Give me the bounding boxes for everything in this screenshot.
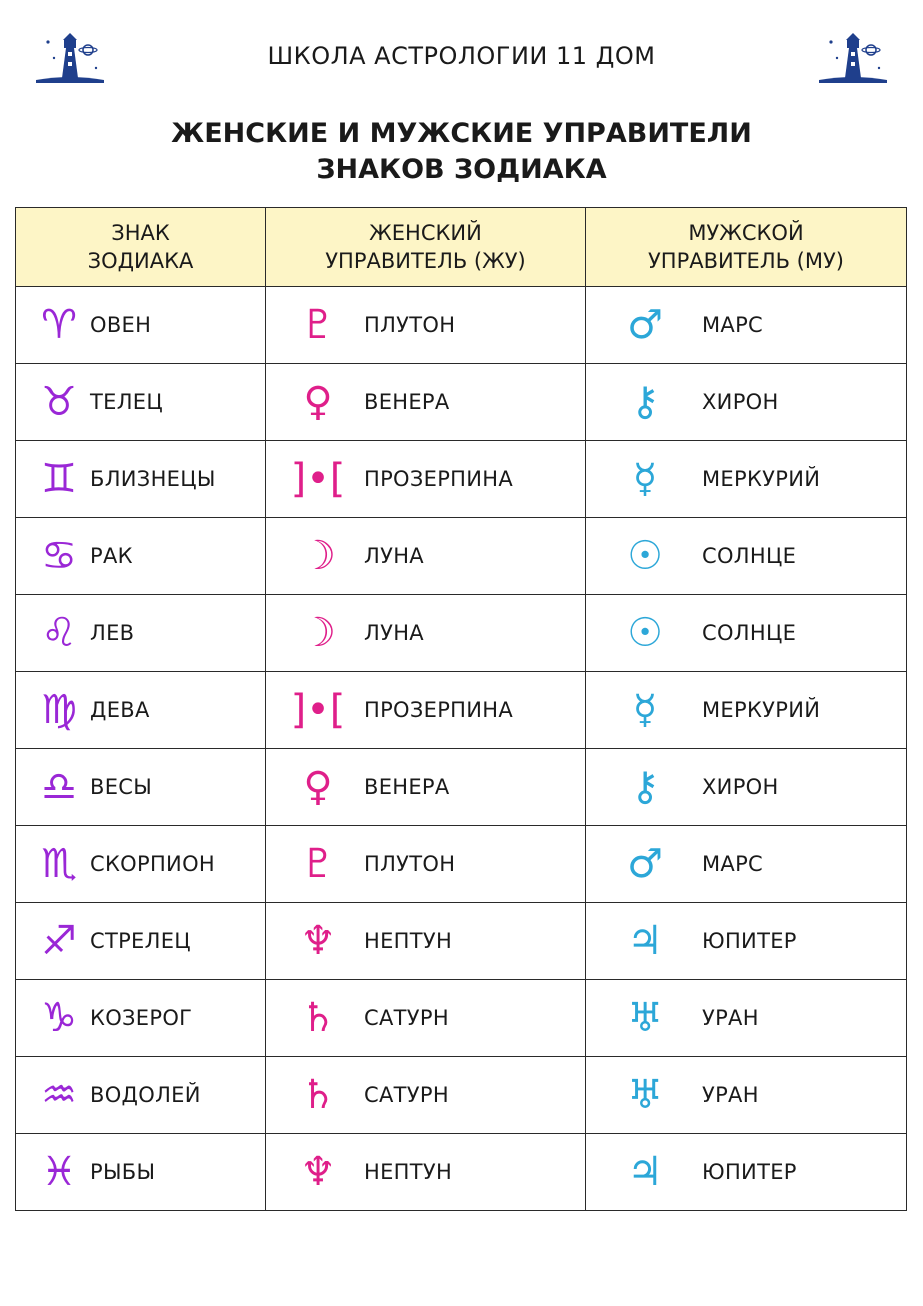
female-ruler-cell [266,980,586,1057]
male-ruler-symbol-icon: ☿ [632,456,658,502]
male-ruler-name: ЮПИТЕР [702,1160,797,1184]
male-ruler-name: МАРС [702,313,764,337]
male-ruler-name: ХИРОН [702,775,779,799]
zodiac-sign-symbol-icon: ♒ [41,1072,77,1118]
column-header-male: МУЖСКОЙ УПРАВИТЕЛЬ (МУ) [586,208,907,287]
female-ruler-name: ЛУНА [364,544,424,568]
female-ruler-symbol-icon: ♀ [303,379,333,425]
male-ruler-symbol-icon: ☿ [632,687,658,733]
female-ruler-symbol-icon: ♄ [300,995,336,1041]
table-row [16,595,907,672]
female-ruler-symbol-icon: ☽ [300,533,336,579]
female-ruler-symbol-icon: ☽ [300,610,336,656]
zodiac-sign-cell [16,749,266,826]
male-ruler-name: УРАН [702,1083,759,1107]
table-row [16,826,907,903]
zodiac-sign-name: ВОДОЛЕЙ [90,1083,201,1107]
page-title-line2: ЗНАКОВ ЗОДИАКА [316,154,607,185]
female-ruler-symbol-icon: ♇ [300,302,336,348]
zodiac-sign-name: ТЕЛЕЦ [90,390,163,414]
zodiac-sign-symbol-icon: ♓ [41,1149,77,1195]
zodiac-sign-cell [16,826,266,903]
zodiac-sign-symbol-icon: ♈ [41,302,77,348]
zodiac-sign-cell [16,980,266,1057]
female-ruler-cell [266,826,586,903]
zodiac-sign-symbol-icon: ♌ [41,610,77,656]
table-row [16,1134,907,1211]
male-ruler-name: СОЛНЦЕ [702,621,797,645]
female-ruler-name: НЕПТУН [364,929,453,953]
female-ruler-cell [266,1134,586,1211]
table-row [16,903,907,980]
female-ruler-cell [266,595,586,672]
female-ruler-cell [266,364,586,441]
zodiac-sign-name: ОВЕН [90,313,152,337]
female-ruler-name: САТУРН [364,1083,449,1107]
zodiac-sign-symbol-icon: ♍ [41,687,77,733]
male-ruler-name: ХИРОН [702,390,779,414]
male-ruler-symbol-icon: ♂ [627,841,663,887]
female-ruler-cell [266,518,586,595]
female-ruler-cell [266,672,586,749]
female-ruler-cell [266,749,586,826]
male-ruler-symbol-icon: ♃ [627,918,663,964]
zodiac-sign-cell [16,1134,266,1211]
female-ruler-name: ПЛУТОН [364,313,456,337]
table-row [16,749,907,826]
table-row [16,518,907,595]
male-ruler-symbol-icon: ♂ [627,302,663,348]
male-ruler-cell [586,441,907,518]
page-title [0,116,923,188]
zodiac-sign-name: ЛЕВ [90,621,135,645]
table-row [16,287,907,364]
zodiac-sign-cell [16,672,266,749]
female-ruler-symbol-icon: ♄ [300,1072,336,1118]
female-ruler-name: ПРОЗЕРПИНА [364,698,514,722]
male-ruler-symbol-icon: ♅ [627,995,663,1041]
female-ruler-symbol-icon: ]•[ [290,687,346,733]
table-row [16,364,907,441]
table-header-row [16,208,907,287]
male-ruler-cell [586,518,907,595]
male-ruler-cell [586,749,907,826]
column-header-female: ЖЕНСКИЙ УПРАВИТЕЛЬ (ЖУ) [266,208,586,287]
female-ruler-cell [266,903,586,980]
female-ruler-symbol-icon: ♆ [300,918,336,964]
male-ruler-name: ЮПИТЕР [702,929,797,953]
female-ruler-symbol-icon: ♀ [303,764,333,810]
zodiac-sign-name: ДЕВА [90,698,150,722]
table-row [16,441,907,518]
table-row [16,672,907,749]
zodiac-sign-cell [16,441,266,518]
male-ruler-cell [586,364,907,441]
male-ruler-name: МЕРКУРИЙ [702,698,821,722]
female-ruler-symbol-icon: ]•[ [290,456,346,502]
male-ruler-name: СОЛНЦЕ [702,544,797,568]
male-ruler-cell [586,672,907,749]
male-ruler-symbol-icon: ♅ [627,1072,663,1118]
male-ruler-symbol-icon: ⚷ [630,764,660,810]
female-ruler-name: ПРОЗЕРПИНА [364,467,514,491]
zodiac-sign-symbol-icon: ♐ [41,918,77,964]
school-name: ШКОЛА АСТРОЛОГИИ 11 ДОМ [267,42,656,70]
female-ruler-name: ПЛУТОН [364,852,456,876]
column-header-sign: ЗНАК ЗОДИАКА [16,208,266,287]
male-ruler-cell [586,1134,907,1211]
male-ruler-symbol-icon: ♃ [627,1149,663,1195]
zodiac-sign-symbol-icon: ♎ [41,764,77,810]
zodiac-sign-symbol-icon: ♋ [41,533,77,579]
female-ruler-symbol-icon: ♇ [300,841,336,887]
zodiac-sign-symbol-icon: ♏ [41,841,77,887]
zodiac-sign-name: СКОРПИОН [90,852,215,876]
zodiac-sign-symbol-icon: ♑ [41,995,77,1041]
table-row [16,1057,907,1134]
male-ruler-cell [586,903,907,980]
female-ruler-cell [266,287,586,364]
female-ruler-name: ВЕНЕРА [364,390,450,414]
zodiac-sign-name: РЫБЫ [90,1160,156,1184]
page-title-line1: ЖЕНСКИЕ И МУЖСКИЕ УПРАВИТЕЛИ [171,118,752,149]
zodiac-sign-name: РАК [90,544,133,568]
zodiac-sign-cell [16,518,266,595]
zodiac-rulers-table [15,207,907,1211]
male-ruler-name: УРАН [702,1006,759,1030]
zodiac-sign-symbol-icon: ♊ [41,456,77,502]
zodiac-sign-name: БЛИЗНЕЦЫ [90,467,216,491]
zodiac-sign-cell [16,287,266,364]
female-ruler-cell [266,441,586,518]
male-ruler-cell [586,980,907,1057]
female-ruler-symbol-icon: ♆ [300,1149,336,1195]
male-ruler-cell [586,826,907,903]
zodiac-sign-cell [16,903,266,980]
zodiac-sign-symbol-icon: ♉ [41,379,77,425]
male-ruler-symbol-icon: ☉ [627,610,663,656]
female-ruler-name: НЕПТУН [364,1160,453,1184]
male-ruler-symbol-icon: ⚷ [630,379,660,425]
zodiac-sign-name: СТРЕЛЕЦ [90,929,191,953]
male-ruler-cell [586,595,907,672]
male-ruler-name: МАРС [702,852,764,876]
female-ruler-cell [266,1057,586,1134]
zodiac-sign-cell [16,1057,266,1134]
male-ruler-cell [586,1057,907,1134]
male-ruler-symbol-icon: ☉ [627,533,663,579]
zodiac-sign-name: КОЗЕРОГ [90,1006,193,1030]
zodiac-sign-cell [16,595,266,672]
female-ruler-name: ВЕНЕРА [364,775,450,799]
male-ruler-name: МЕРКУРИЙ [702,467,821,491]
zodiac-sign-cell [16,364,266,441]
male-ruler-cell [586,287,907,364]
table-row [16,980,907,1057]
female-ruler-name: САТУРН [364,1006,449,1030]
female-ruler-name: ЛУНА [364,621,424,645]
zodiac-sign-name: ВЕСЫ [90,775,153,799]
